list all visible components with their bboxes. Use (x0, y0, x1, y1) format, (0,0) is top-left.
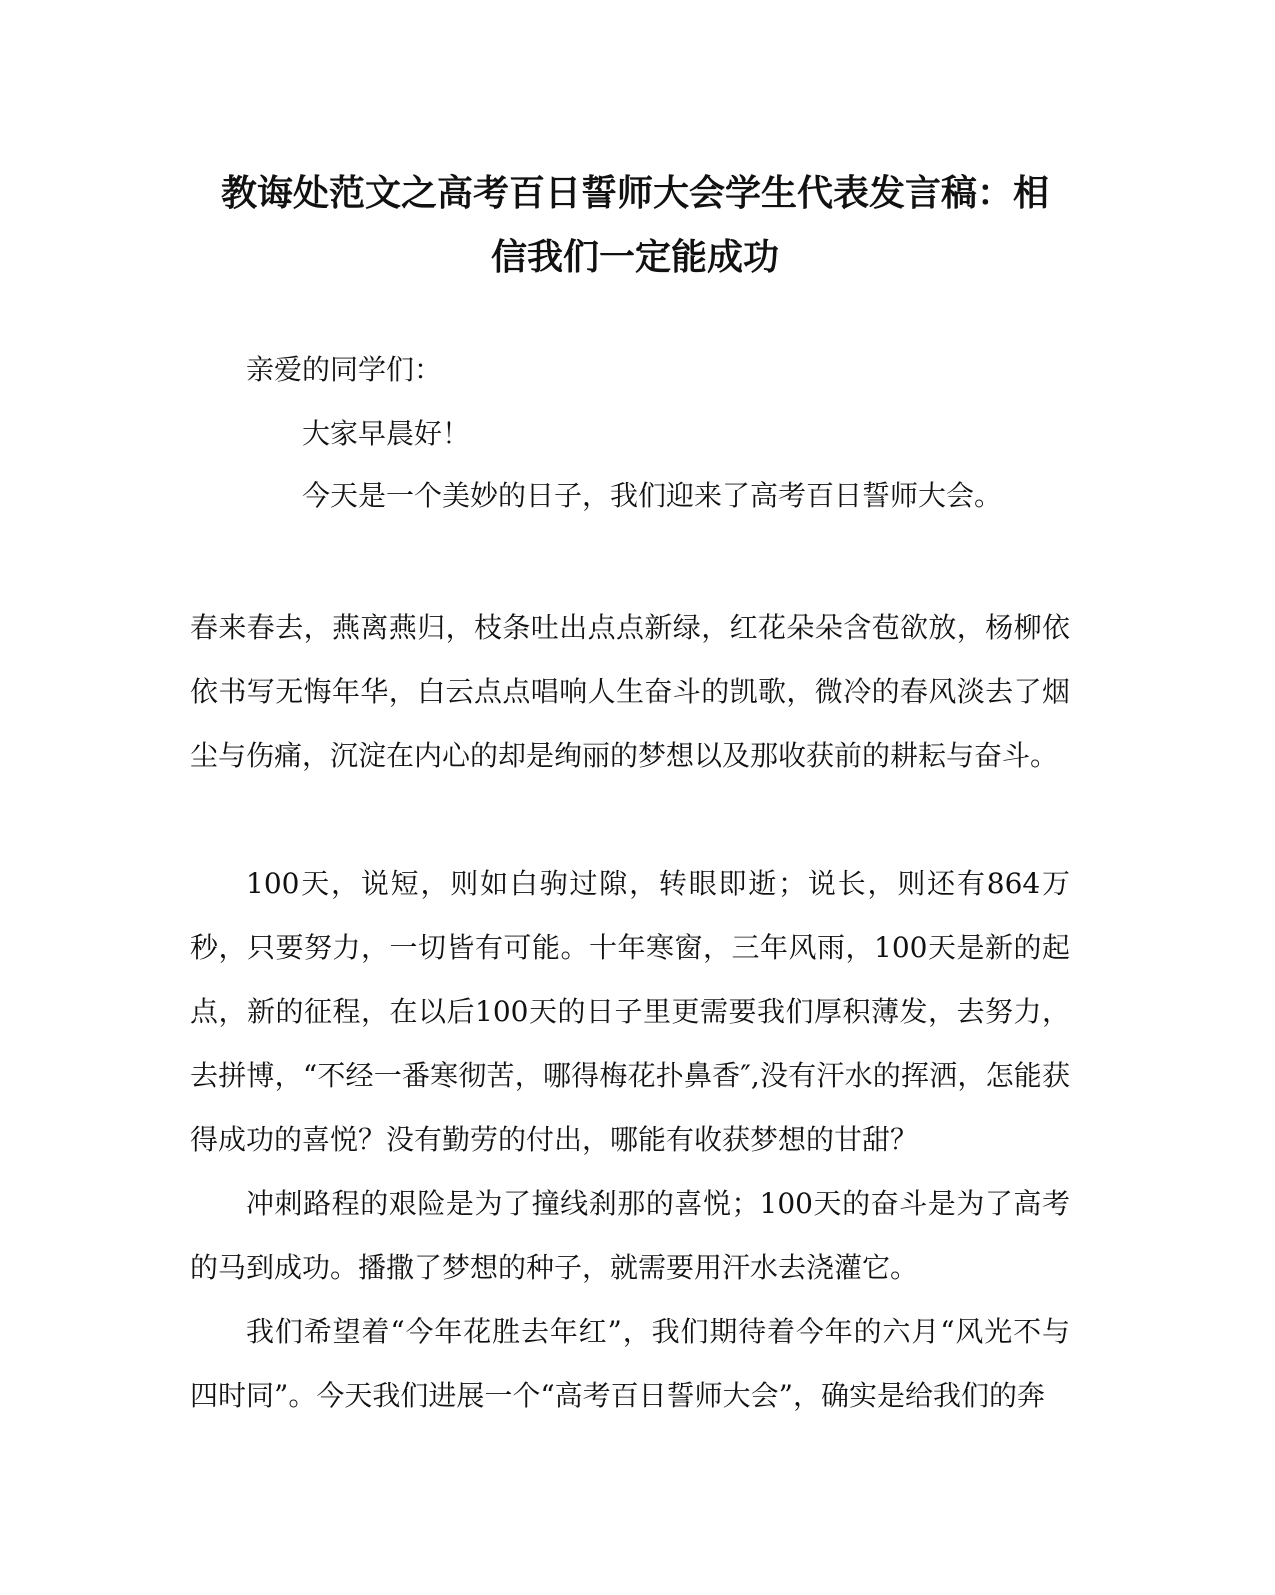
body-paragraph-1: 春来春去，燕离燕归，枝条吐出点点新绿，红花朵朵含苞欲放，杨柳依依书写无悔年华，白云点点唱响人生奋斗的凯歌，微冷的春风淡去了烟尘与伤痛，沉淀在内心的却是绚丽的梦想以及那收获前的耕耘与奋斗。 (190, 611, 1070, 772)
body-paragraph-3: 冲刺路程的艰险是为了撞线刹那的喜悦；100天的奋斗是为了高考的马到成功。播撒了梦想的种子，就需要用汗水去浇灌它。 (190, 1187, 1070, 1284)
body-paragraph-2: 100天，说短，则如白驹过隙，转眼即逝；说长，则还有864万秒，只要努力，一切皆有可能。十年寒窗，三年风雨，100天是新的起点，新的征程，在以后100天的日子里更需要我们厚积薄发，去努力，去拼博，“不经一番寒彻苦，哪得梅花扑鼻香″,没有汗水的挥洒，怎能获得成功的喜悦？没有勤劳的付出，哪能有收获梦想的甘甜？ (190, 867, 1070, 1156)
body-paragraph-4: 我们希望着“今年花胜去年红”，我们期待着今年的六月“风光不与四时同”。今天我们进展一个“高考百日誓师大会”，确实是给我们的奔 (190, 1315, 1070, 1412)
document-title (190, 162, 1080, 290)
title-line-1: 教诲处范文之高考百日誓师大会学生代表发言稿：相 (220, 173, 1049, 214)
salutation: 亲爱的同学们： (246, 353, 443, 386)
intro-sentence: 今天是一个美妙的日子，我们迎来了高考百日誓师大会。 (302, 479, 1003, 512)
greeting: 大家早晨好！ (302, 417, 471, 450)
title-line-2: 信我们一定能成功 (490, 237, 779, 278)
